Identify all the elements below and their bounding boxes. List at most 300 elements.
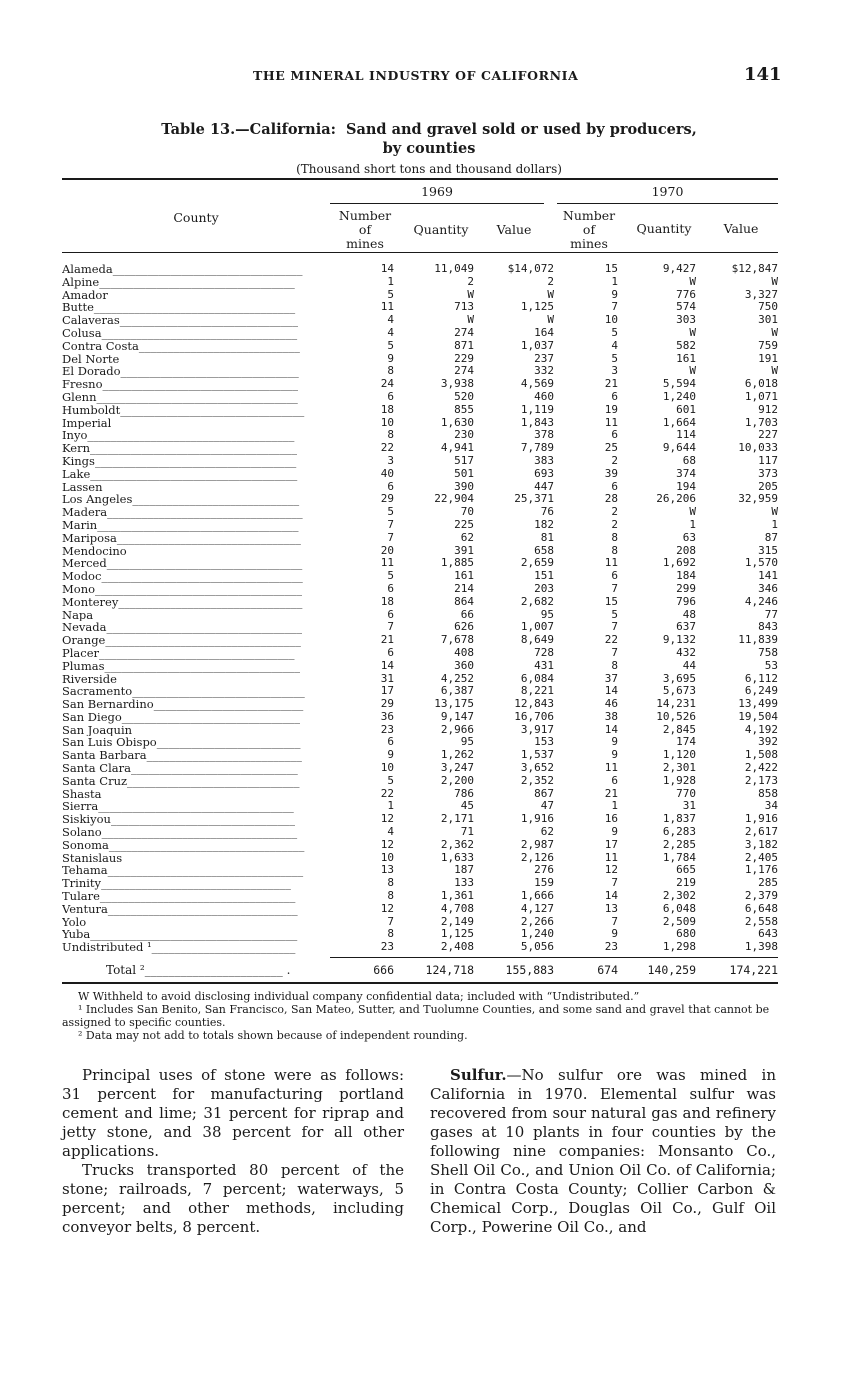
year-1970-rule: [557, 203, 778, 204]
running-title: THE MINERAL INDUSTRY OF CALIFORNIA: [253, 68, 579, 83]
mines-1969: 5: [387, 288, 394, 301]
dot-leader: _______________________ .: [144, 963, 291, 977]
value-1969: 8,649: [520, 634, 554, 647]
quantity-1970: 1: [689, 518, 696, 531]
total-mines-1969: 666: [373, 963, 394, 977]
dot-leader: _______________________________: [126, 544, 305, 558]
mines-1969: 7: [387, 531, 394, 544]
value-1969: 276: [534, 864, 554, 877]
quantity-1970: 1,664: [662, 416, 696, 429]
mines-1970: 8: [611, 531, 618, 544]
county-name: Yuba____________________________________: [62, 928, 298, 942]
value-1969: W: [547, 314, 554, 327]
table-row: [62, 493, 778, 506]
table-row: [62, 468, 778, 481]
value-1970: 315: [758, 544, 778, 557]
value-1970: 758: [758, 646, 778, 659]
value-1969: 16,706: [514, 710, 554, 723]
quantity-1969: 390: [454, 480, 474, 493]
quantity-1969: 3,247: [440, 762, 474, 775]
table-row: [62, 289, 778, 302]
county-name: Santa Barbara___________________________: [62, 749, 302, 763]
value-1970: 1,508: [744, 749, 778, 762]
quantity-1969: 4,941: [440, 442, 474, 455]
mines-1970: 22: [604, 634, 618, 647]
quantity-1969: 230: [454, 429, 474, 442]
table-row: [62, 340, 778, 353]
table-row: [62, 276, 778, 289]
quantity-1970: 114: [676, 429, 696, 442]
dot-leader: ____________________________________: [93, 608, 301, 622]
mines-1969: 9: [387, 352, 394, 365]
quantity-1969: 855: [454, 403, 474, 416]
mines-1969: 20: [380, 544, 394, 557]
table-row: [62, 890, 778, 903]
dot-leader: __________________________________: [106, 557, 303, 571]
mines-1970: 5: [611, 608, 618, 621]
mines-1969: 4: [387, 826, 394, 839]
value-1970: 2,405: [744, 851, 778, 864]
quantity-1969: 274: [454, 326, 474, 339]
value-1970: 11,839: [738, 634, 778, 647]
value-1969: 658: [534, 544, 554, 557]
value-1969: 378: [534, 429, 554, 442]
quantity-1969: 520: [454, 390, 474, 403]
mines-1969: 29: [380, 698, 394, 711]
table-row: [62, 353, 778, 366]
mines-1970: 14: [604, 723, 618, 736]
quantity-1970: 2,302: [662, 890, 696, 903]
value-1969: $14,072: [507, 263, 554, 275]
value-1970: 6,249: [744, 685, 778, 698]
county-name: Lake____________________________________: [62, 467, 298, 481]
table-row: [62, 941, 778, 954]
mines-1969: 5: [387, 339, 394, 352]
quantity-1969: 1,361: [440, 890, 474, 903]
quantity-1970: 184: [676, 570, 696, 583]
mines-1969: 8: [387, 890, 394, 903]
table-row: [62, 596, 778, 609]
mines-1970: 9: [611, 736, 618, 749]
mines-1970: 25: [604, 442, 618, 455]
quantity-1970: 5,594: [662, 378, 696, 391]
county-name: Placer__________________________________: [62, 646, 295, 660]
value-1969: 1,125: [520, 301, 554, 314]
mines-1970: 2: [611, 518, 618, 531]
mines-1970: 9: [611, 826, 618, 839]
dot-leader: ____________________________________: [90, 467, 298, 481]
value-1970: 1,703: [744, 416, 778, 429]
county-name: San Joaquin_____________________________: [62, 723, 299, 737]
dot-leader: ____________________________: [138, 339, 300, 353]
value-1969: 1,916: [520, 813, 554, 826]
mines-1969: 1: [387, 800, 394, 813]
quantity-1970: 2,285: [662, 838, 696, 851]
table-row: [62, 839, 778, 852]
mines-1970: 9: [611, 749, 618, 762]
quantity-1970: 10,526: [656, 710, 696, 723]
county-name: Orange__________________________________: [62, 634, 301, 647]
table-row: [62, 455, 778, 468]
mines-1969: 6: [387, 582, 394, 595]
value-1970: 2,173: [744, 774, 778, 787]
county-name: Riverside_______________________________: [62, 672, 296, 686]
table-row: [62, 378, 778, 391]
table-row: [62, 852, 778, 865]
value-1970: 1,570: [744, 557, 778, 570]
mines-1969: 18: [380, 595, 394, 608]
mines-1969: 4: [387, 326, 394, 339]
table-row: [62, 698, 778, 711]
mines-1969: 14: [380, 263, 394, 275]
quantity-1970: 2,845: [662, 723, 696, 736]
value-1970: W: [771, 365, 778, 378]
mines-1969: 8: [387, 877, 394, 890]
mines-1970: 7: [611, 646, 618, 659]
mines-1970: 38: [604, 710, 618, 723]
mines-1969: 11: [380, 301, 394, 314]
mines-1969: 14: [380, 659, 394, 672]
quantity-1970: W: [689, 506, 696, 519]
county-name: Solano__________________________________: [62, 826, 298, 839]
mines-1970: 3: [611, 365, 618, 378]
county-name: Sonoma__________________________________: [62, 838, 305, 852]
county-name: Mariposa________________________________: [62, 531, 301, 545]
mines-1969: 6: [387, 480, 394, 493]
value-1970: 6,648: [744, 902, 778, 915]
mines-1969: 29: [380, 493, 394, 506]
dot-leader: __________________________________: [104, 659, 300, 673]
dot-leader: _____________________________: [132, 723, 299, 737]
quantity-1970: 3,695: [662, 672, 696, 685]
dot-leader: ______________________________: [122, 851, 295, 865]
paragraph-stone-transport: Trucks transported 80 percent of the stone; railroads, 7 percent; waterways, 5 percent; and other methods, including conveyor belts, 8 percent.: [62, 1161, 404, 1236]
table-row: [62, 864, 778, 877]
value-1970: 205: [758, 480, 778, 493]
mines-1970: 19: [604, 403, 618, 416]
quantity-1970: 680: [676, 928, 696, 941]
dot-leader: __________________________________: [99, 646, 295, 660]
value-1970: 6,018: [744, 378, 778, 391]
mines-1969: 12: [380, 902, 394, 915]
quantity-1970: 174: [676, 736, 696, 749]
quantity-1970: 1,784: [662, 851, 696, 864]
value-1969: 8,221: [520, 685, 554, 698]
quantity-1969: 9,147: [440, 710, 474, 723]
quantity-1969: 786: [454, 787, 474, 800]
table-row: [62, 583, 778, 596]
quantity-1970: W: [689, 365, 696, 378]
total-label: Total ²_______________________ .: [106, 963, 291, 977]
mines-1970: 17: [604, 838, 618, 851]
running-header: [0, 64, 858, 88]
quantity-1970: 1,298: [662, 941, 696, 954]
quantity-1970: W: [689, 275, 696, 288]
paragraph-sulfur: Sulfur.—No sulfur ore was mined in California in 1970. Elemental sulfur was recovered from sour natural gas and refinery gases at 10 plants in four counties by the following nine companies: Monsanto Co., Shell Oil Co., and Union Oil Co. of California; in Contra Costa County; Collier Carbon & Chemical Corp., Douglas Oil Co., Gulf Oil Corp., Powerine Oil Co., and: [430, 1066, 776, 1236]
table-row: [62, 724, 778, 737]
quantity-1970: 6,048: [662, 902, 696, 915]
sand-gravel-table: [62, 263, 778, 954]
value-1969: 159: [534, 877, 554, 890]
mines-1969: 17: [380, 685, 394, 698]
quantity-1969: 1,630: [440, 416, 474, 429]
mines-1970: 12: [604, 864, 618, 877]
county-name: Nevada__________________________________: [62, 621, 302, 635]
county-name: Imperial________________________________: [62, 416, 296, 430]
county-name: Trinity_________________________________: [62, 877, 291, 891]
table-row: [62, 417, 778, 430]
mines-1970: 6: [611, 774, 618, 787]
value-1970: 6,112: [744, 672, 778, 685]
dot-leader: _________________________: [156, 736, 301, 750]
quantity-1970: 601: [676, 403, 696, 416]
sulfur-heading: Sulfur.: [450, 1066, 507, 1084]
mines-1969: 9: [387, 749, 394, 762]
table-title-line2: by counties: [382, 140, 476, 157]
quantity-1969: 871: [454, 339, 474, 352]
value-1969: 332: [534, 365, 554, 378]
mines-1969: 5: [387, 506, 394, 519]
dot-leader: __________________________________: [98, 800, 294, 814]
value-1970: 19,504: [738, 710, 778, 723]
table-row: [62, 928, 778, 941]
quantity-1970: 5,673: [662, 685, 696, 698]
mines-1970: 8: [611, 544, 618, 557]
quantity-1970: 1,120: [662, 749, 696, 762]
mines-1969: 23: [380, 723, 394, 736]
county-name: Merced__________________________________: [62, 557, 303, 571]
dot-leader: __________________________________: [108, 838, 305, 852]
mines-1970: 11: [604, 762, 618, 775]
table-label: Table 13.—California:: [161, 121, 336, 138]
dot-leader: ___________________________________: [96, 390, 298, 404]
mines-1970: 28: [604, 493, 618, 506]
quantity-1969: 13,175: [434, 698, 474, 711]
mines-1970: 14: [604, 890, 618, 903]
value-1970: 4,246: [744, 595, 778, 608]
value-1969: 1,240: [520, 928, 554, 941]
quantity-1969: 22,904: [434, 493, 474, 506]
mines-1970: 10: [604, 314, 618, 327]
mines-1969: 22: [380, 442, 394, 455]
value-1970: 13,499: [738, 698, 778, 711]
quantity-1969: 517: [454, 454, 474, 467]
quantity-1970: 2,301: [662, 762, 696, 775]
mines-1970: 11: [604, 416, 618, 429]
table-row: [62, 391, 778, 404]
body-column-left: [62, 1066, 404, 1237]
quantity-1970: 48: [682, 608, 696, 621]
mines-1970: 21: [604, 378, 618, 391]
quantity-1969: 229: [454, 352, 474, 365]
county-name: Los Angeles_____________________________: [62, 493, 300, 507]
table-title: Sand and gravel sold or used by producers,: [345, 121, 697, 138]
table-row: [62, 519, 778, 532]
table-row: [62, 660, 778, 673]
value-1970: 858: [758, 787, 778, 800]
table-row: [62, 762, 778, 775]
dot-leader: _______________________________: [120, 365, 299, 379]
mines-1970: 16: [604, 813, 618, 826]
value-1969: 2,352: [520, 774, 554, 787]
total-top-rule: [330, 957, 778, 958]
county-name: Yolo____________________________________: [62, 915, 294, 929]
value-1970: 3,182: [744, 838, 778, 851]
quantity-1970: 44: [682, 659, 696, 672]
quantity-1969: 95: [460, 736, 474, 749]
dot-leader: ________________________________: [111, 416, 296, 430]
county-name: Humboldt________________________________: [62, 403, 305, 417]
table-caption: [0, 120, 858, 178]
table-row: [62, 365, 778, 378]
value-1970: 2,422: [744, 762, 778, 775]
mines-1969: 5: [387, 570, 394, 583]
dot-leader: __________________________________: [99, 890, 296, 903]
quantity-1969: 2,171: [440, 813, 474, 826]
year-1969-rule: [330, 203, 544, 204]
mines-1970: 15: [604, 263, 618, 275]
dot-leader: ______________________________: [132, 685, 305, 699]
county-name: Stanislaus______________________________: [62, 851, 295, 865]
table-row: [62, 877, 778, 890]
value-1969: 728: [534, 646, 554, 659]
mines-1970: 2: [611, 454, 618, 467]
dot-leader: _____________________________: [132, 493, 300, 507]
county-name: Colusa__________________________________: [62, 326, 298, 340]
table-units: (Thousand short tons and thousand dollars): [296, 162, 562, 176]
dot-leader: ___________________________________: [101, 570, 303, 583]
value-1969: 383: [534, 454, 554, 467]
mines-1969: 10: [380, 762, 394, 775]
county-name: Inyo____________________________________: [62, 429, 295, 443]
table-row: [62, 609, 778, 622]
value-1969: 3,652: [520, 762, 554, 775]
quantity-1969: 501: [454, 467, 474, 480]
quantity-1969: 2,966: [440, 723, 474, 736]
mines-1970: 2: [611, 506, 618, 519]
table-row: [62, 545, 778, 558]
county-name: El Dorado_______________________________: [62, 365, 299, 379]
mines-1970: 14: [604, 685, 618, 698]
dot-leader: _______________________________: [116, 672, 296, 686]
mines-1969: 7: [387, 915, 394, 928]
mines-1970: 46: [604, 698, 618, 711]
value-1970: 10,033: [738, 442, 778, 455]
value-1970: 53: [764, 659, 778, 672]
quantity-1969: 214: [454, 582, 474, 595]
quantity-1969: 1,125: [440, 928, 474, 941]
mines-1970: 37: [604, 672, 618, 685]
value-1970: 4,192: [744, 723, 778, 736]
quantity-1969: 2,408: [440, 941, 474, 954]
table-row: [62, 673, 778, 686]
quantity-1970: 9,427: [662, 263, 696, 275]
value-1969: 2,659: [520, 557, 554, 570]
value-1969: 1,037: [520, 339, 554, 352]
paragraph-stone-uses: Principal uses of stone were as follows: 31 percent for manufacturing portland cement and lime; 31 percent for riprap and jetty stone, and 38 percent for all other applications.: [62, 1066, 404, 1160]
dot-leader: __________________________________: [105, 634, 301, 647]
mines-1970: 7: [611, 582, 618, 595]
mines-1970: 7: [611, 621, 618, 634]
quantity-1970: 9,644: [662, 442, 696, 455]
mines-1969: 21: [380, 634, 394, 647]
quantity-1970: 14,231: [656, 698, 696, 711]
value-1970: 843: [758, 621, 778, 634]
total-value-1969: 155,883: [505, 963, 554, 977]
county-name: Santa Clara_____________________________: [62, 762, 298, 775]
quantity-1970: 63: [682, 531, 696, 544]
quantity-1969: 62: [460, 531, 474, 544]
mines-1969: 23: [380, 941, 394, 954]
value-1970: 141: [758, 570, 778, 583]
mines-1969: 6: [387, 390, 394, 403]
table-row: [62, 647, 778, 660]
footnote-w: W Withheld to avoid disclosing individual company confidential data; included with “Undistributed.”: [78, 990, 640, 1003]
value-1969: 47: [540, 800, 554, 813]
value-1970: 643: [758, 928, 778, 941]
table-row: [62, 506, 778, 519]
quantity-1969: 2,149: [440, 915, 474, 928]
table-top-rule: [62, 178, 778, 180]
table-row: [62, 404, 778, 417]
mines-1970: 6: [611, 390, 618, 403]
county-name: Calaveras_______________________________: [62, 314, 298, 327]
mines-1969: 11: [380, 557, 394, 570]
col-header-year-1969: 1969: [421, 184, 453, 199]
table-row: [62, 621, 778, 634]
table-row: [62, 314, 778, 327]
mines-1969: 13: [380, 864, 394, 877]
value-1969: 2,682: [520, 595, 554, 608]
quantity-1970: 194: [676, 480, 696, 493]
mines-1969: 40: [380, 467, 394, 480]
quantity-1970: 2,509: [662, 915, 696, 928]
dot-leader: _________________________________: [107, 902, 298, 916]
value-1969: 2: [547, 275, 554, 288]
table-row: [62, 813, 778, 826]
county-name: Modoc___________________________________: [62, 570, 303, 583]
dot-leader: __________________________________: [101, 326, 298, 340]
dot-leader: __________________________________: [107, 864, 304, 878]
county-name: Butte___________________________________: [62, 301, 296, 315]
mines-1969: 18: [380, 403, 394, 416]
quantity-1969: W: [467, 314, 474, 327]
dot-leader: ________________________________: [116, 531, 301, 545]
mines-1969: 6: [387, 646, 394, 659]
county-name: Ventura_________________________________: [62, 902, 298, 916]
mines-1970: 13: [604, 902, 618, 915]
value-1970: $12,847: [731, 263, 778, 275]
value-1970: 285: [758, 877, 778, 890]
col-header-mines-1970: Number of mines: [562, 208, 616, 251]
value-1969: 95: [540, 608, 554, 621]
mines-1970: 23: [604, 941, 618, 954]
county-name: Alameda_________________________________: [62, 263, 303, 276]
quantity-1969: 187: [454, 864, 474, 877]
mines-1970: 9: [611, 928, 618, 941]
mines-1970: 6: [611, 570, 618, 583]
county-name: Undistributed ¹_________________________: [62, 941, 296, 955]
value-1970: 77: [764, 608, 778, 621]
county-name: San Bernardino__________________________: [62, 698, 304, 711]
county-name: Sierra__________________________________: [62, 800, 294, 814]
mines-1969: 8: [387, 365, 394, 378]
mines-1969: 31: [380, 672, 394, 685]
value-1970: W: [771, 506, 778, 519]
mines-1970: 7: [611, 915, 618, 928]
table-row: [62, 685, 778, 698]
table-row: [62, 532, 778, 545]
